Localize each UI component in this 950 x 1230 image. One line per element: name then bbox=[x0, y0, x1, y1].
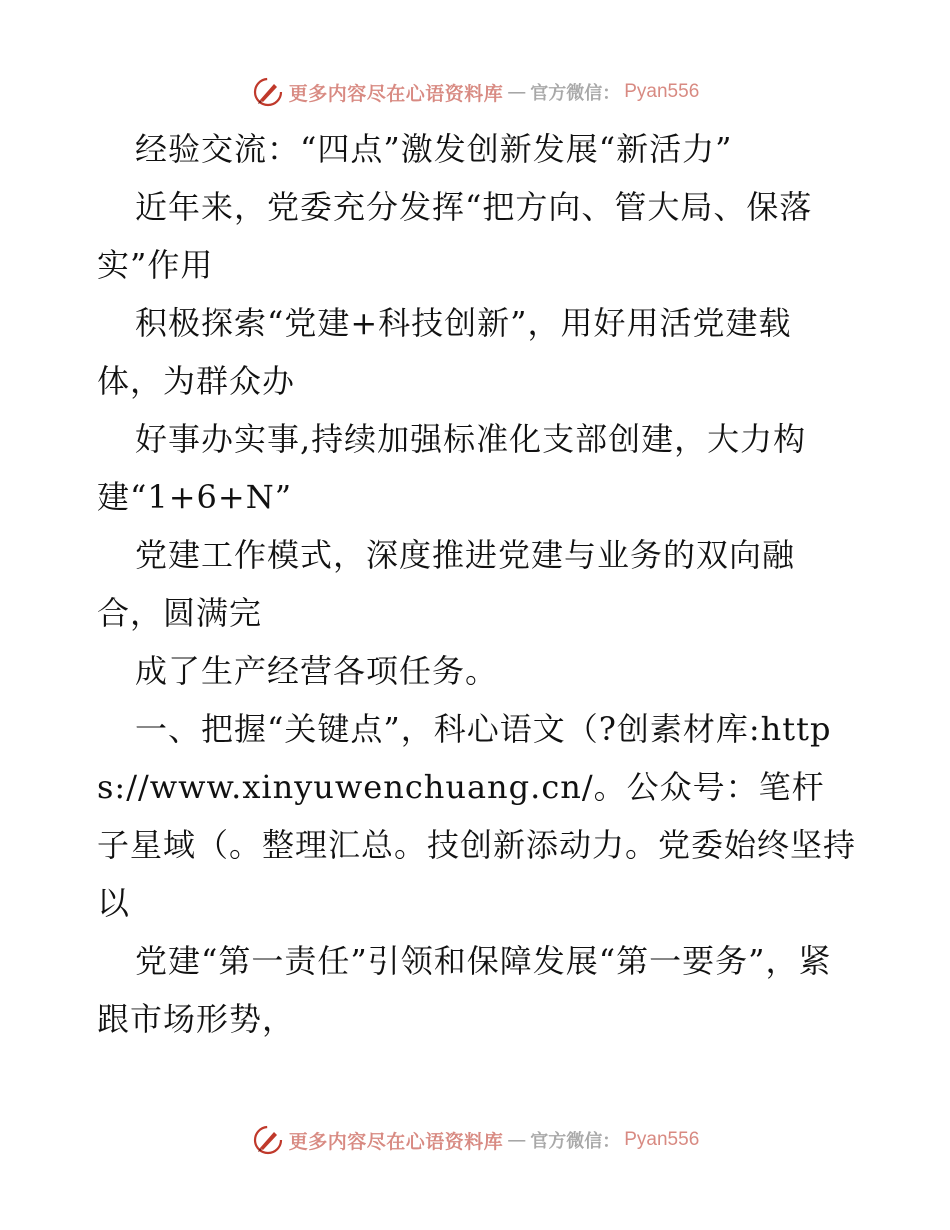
quill-pen-logo-icon bbox=[251, 1123, 285, 1157]
watermark-dash: — bbox=[507, 1129, 527, 1151]
header-watermark bbox=[0, 72, 950, 112]
quill-pen-logo-icon bbox=[251, 75, 285, 109]
paragraph: 近年来，党委充分发挥“把方向、管大局、保落实”作用 bbox=[97, 188, 813, 284]
watermark-wechat-id: Pyan556 bbox=[624, 81, 700, 102]
watermark-wechat-label: 官方微信： bbox=[530, 1131, 621, 1152]
watermark-dash: — bbox=[507, 81, 527, 103]
document-title: 经验交流：“四点”激发创新发展“新活力” bbox=[135, 130, 733, 168]
paragraph-with-url: 一、把握“关键点”，科心语文（?创素材库:https://www.xinyuwenchuang.cn/。公众号：笔杆子星域（。整理汇总。技创新添动力。党委始终坚持以 bbox=[97, 710, 857, 922]
watermark-wechat-label: 官方微信： bbox=[530, 83, 621, 104]
paragraph: 好事办实事,持续加强标准化支部创建，大力构建“1+6+N” bbox=[97, 420, 807, 516]
paragraph: 党建工作模式，深度推进党建与业务的双向融合，圆满完 bbox=[97, 536, 796, 632]
paragraph: 积极探索“党建+科技创新”，用好用活党建载体，为群众办 bbox=[97, 304, 792, 400]
document-body bbox=[97, 120, 857, 1048]
watermark-text: 更多内容尽在心语资料库 bbox=[288, 82, 504, 105]
watermark-wechat-id: Pyan556 bbox=[624, 1129, 700, 1150]
paragraph: 党建“第一责任”引领和保障发展“第一要务”，紧跟市场形势， bbox=[97, 942, 832, 1038]
watermark-text: 更多内容尽在心语资料库 bbox=[288, 1130, 504, 1153]
paragraph: 成了生产经营各项任务。 bbox=[135, 652, 499, 690]
footer-watermark bbox=[0, 1120, 950, 1160]
